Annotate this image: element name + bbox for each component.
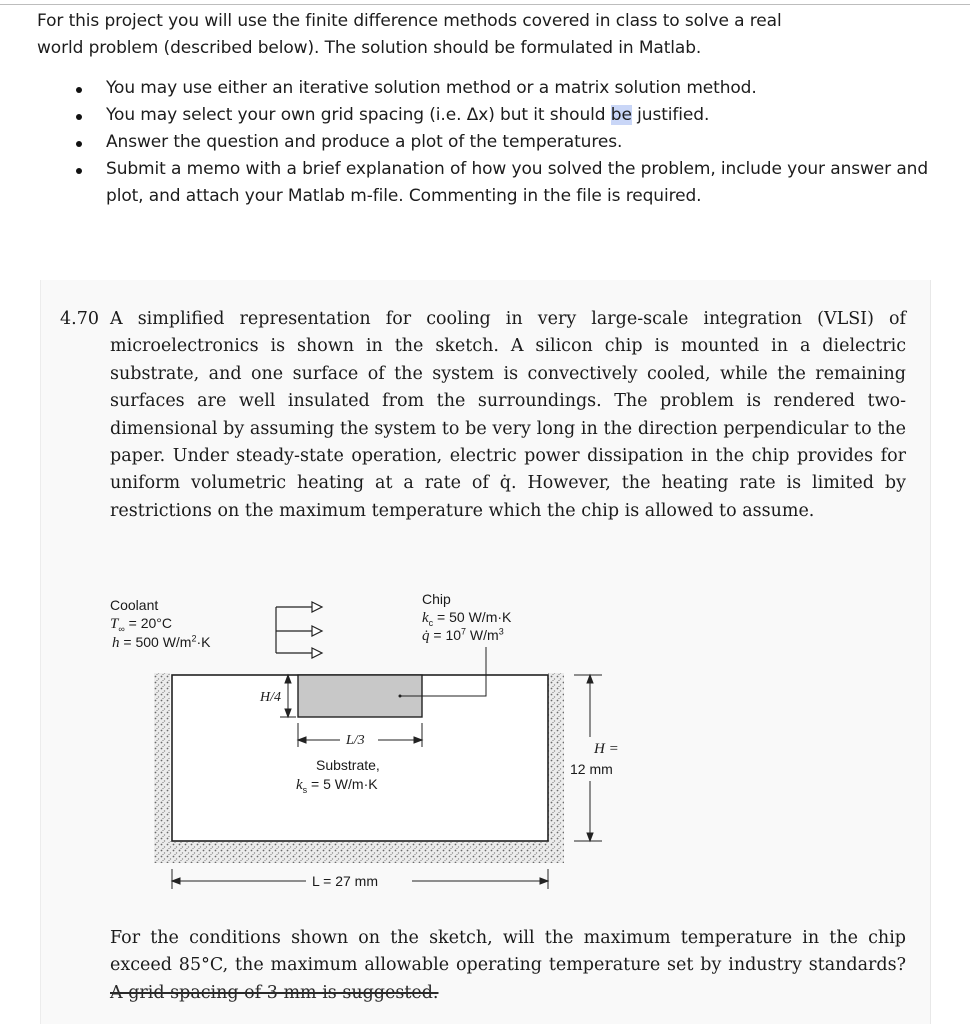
bullet-icon [76, 87, 82, 93]
chip-heat-generation: q̇ = $10^7$ $W/m^3$ [422, 626, 504, 644]
bullet-icon [76, 141, 82, 147]
question-text: For the conditions shown on the sketch, will the maximum temperature in the chip exceed 85°C, the maximum allowable operating temperature set by industry standards? A grid spacing of 3 mm is suggested. [110, 928, 906, 1003]
chip-conductivity: $k_c = 50$ W/m·K [422, 609, 512, 628]
height-label: H = [594, 741, 619, 757]
list-item: Answer the question and produce a plot of the temperatures. [76, 129, 936, 156]
length-label: L = 27 mm [312, 873, 379, 889]
l3-label: L/3 [346, 733, 365, 748]
list-item: You may select your own grid spacing (i.e. Δx) but it should be justified. [76, 102, 936, 129]
bullet-icon [76, 168, 82, 174]
problem-number: 4.70 [60, 309, 99, 329]
scan-edge [930, 280, 931, 1024]
insulation-left [154, 673, 170, 863]
coolant-temperature: $T_\infty = 20^\circ C$ [110, 615, 173, 634]
sketch-drawing [100, 585, 660, 895]
substrate-title: Substrate, [316, 757, 380, 773]
insulation-bottom [154, 841, 564, 863]
top-rule [0, 4, 970, 5]
problem-text: A simplified representation for cooling in very large-scale integration (VLSI) of microelectronics is shown in the sketch. A silicon chip is mounted in a dielectric substrate, and one surface of the system is convectively cooled, while the remaining surfaces are well insulated from the surroundings. The problem is rendered two-dimensional by assuming the system to be very long in the direction perpendicular to the paper. Under steady-state operation, electric power dissipation in the chip provides for uniform volumetric heating at a rate of q̇. However, the heating rate is limited by restrictions on the maximum temperature which the chip is allowed to assume. [110, 309, 906, 521]
coolant-h-coefficient: h = 500 $W/m^2\cdot K$ [112, 633, 211, 651]
substrate-conductivity: $k_s = 5$ W/m·K [296, 776, 378, 795]
struck-grid-hint: A grid spacing of 3 mm is suggested. [110, 982, 439, 1003]
intro-line-2: world problem (described below). The solution should be formulated in Matlab. [37, 38, 702, 58]
coolant-title: Coolant [110, 597, 159, 613]
list-item: You may use either an iterative solution method or a matrix solution method. [76, 75, 936, 102]
h-dimension [574, 675, 602, 841]
chip-title: Chip [422, 591, 451, 607]
insulation-right [548, 673, 564, 863]
vlsi-cooling-sketch [100, 585, 660, 895]
height-value: 12 mm [570, 761, 613, 777]
h4-label: H/4 [260, 690, 281, 705]
text-selection-highlight: be [610, 105, 632, 125]
coolant-flow-arrows [276, 602, 322, 658]
intro-paragraph [37, 8, 937, 62]
requirements-list [76, 75, 936, 210]
bullet-icon [76, 114, 82, 120]
list-item: Submit a memo with a brief explanation of how you solved the problem, include your answer and plot, and attach your Matlab m-file. Commenting in the file is required. [76, 156, 936, 210]
intro-line-1: For this project you will use the finite difference methods covered in class to solve a real [37, 11, 782, 31]
